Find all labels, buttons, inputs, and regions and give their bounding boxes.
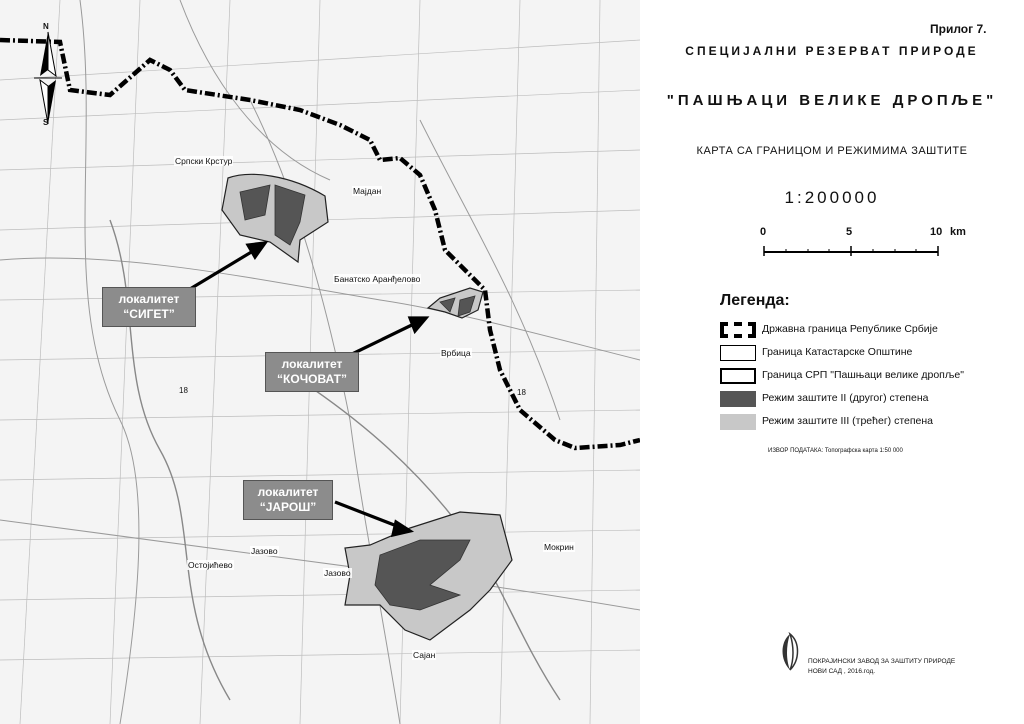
scale-label-10: 10: [930, 226, 943, 238]
institution-place-year: НОВИ САД , 2016.год.: [808, 668, 876, 675]
place-banatsko-arandjelovo: Банатско Аранђелово: [334, 274, 421, 284]
place-majdan: Мајдан: [353, 186, 382, 196]
legend-swatch-cadastral-border: [720, 345, 756, 361]
reserve-name: "ПАШЊАЦИ ВЕЛИКЕ ДРОПЉЕ": [666, 92, 998, 109]
grid-number-1: 18: [179, 386, 188, 395]
callout-siget: [102, 287, 196, 327]
place-vrbica: Врбица: [441, 348, 471, 358]
scale-label-5: 5: [846, 226, 853, 238]
callout-jarosh: [243, 480, 333, 520]
callout-kocovat-line1: локалитет: [281, 357, 343, 371]
legend-item-zone-ii: [720, 391, 1020, 409]
legend-title: Легенда:: [720, 292, 790, 309]
legend-item-state-border: [720, 322, 1020, 340]
callout-jarosh-line2: “ЈАРОШ”: [259, 500, 317, 514]
legend-item-zone-iii: [720, 414, 1020, 432]
callout-kocovat: [265, 352, 359, 392]
place-jazovo-2: Јазово: [324, 568, 351, 578]
map-scale: 1:200000: [784, 188, 880, 207]
scale-label-0: 0: [760, 226, 767, 238]
legend-label-state-border: Државна граница Републике Србије: [762, 323, 938, 335]
place-mokrin: Мокрин: [544, 542, 574, 552]
legend-item-cadastral-border: [720, 345, 1020, 363]
legend-label-zone-ii: Режим заштите II (другог) степена: [762, 392, 929, 404]
place-jazovo-1: Јазово: [251, 546, 278, 556]
legend-swatch-zone-ii: [720, 391, 756, 407]
callout-siget-line2: “СИГЕТ”: [123, 307, 175, 321]
compass-south-label: S: [43, 118, 49, 127]
institution-logo-icon: [776, 632, 804, 672]
reserve-title: СПЕЦИЈАЛНИ РЕЗЕРВАТ ПРИРОДЕ: [685, 44, 979, 58]
compass-north-label: N: [43, 22, 49, 31]
legend-label-srp-border: Граница СРП "Пашњаци велике дропље": [762, 369, 964, 381]
data-source-note: ИЗВОР ПОДАТАКА: Топографска карта 1:50 000: [768, 448, 903, 454]
institution-name: ПОКРАЈИНСКИ ЗАВОД ЗА ЗАШТИТУ ПРИРОДЕ: [808, 658, 956, 665]
legend-swatch-zone-iii: [720, 414, 756, 430]
place-srpski-krstur: Српски Крстур: [175, 156, 233, 166]
scale-label-unit: km: [950, 226, 966, 238]
place-sajan: Сајан: [413, 650, 436, 660]
callout-jarosh-line1: локалитет: [257, 485, 319, 499]
scale-bar: [760, 226, 970, 266]
legend-label-zone-iii: Режим заштите III (трећег) степена: [762, 415, 934, 427]
callout-siget-line1: локалитет: [118, 292, 180, 306]
legend-swatch-srp-border: [720, 368, 756, 384]
institution-block: [776, 632, 976, 682]
grid-number-2: 18: [517, 388, 526, 397]
place-ostojicevo: Остојићево: [188, 560, 233, 570]
north-arrow-icon: [26, 26, 70, 130]
map-subtitle: КАРТА СА ГРАНИЦОМ И РЕЖИМИМА ЗАШТИТЕ: [696, 145, 968, 157]
callout-kocovat-line2: “КОЧОВАТ”: [277, 372, 347, 386]
legend-item-srp-border: [720, 368, 1020, 386]
scale-bar-line: [760, 242, 945, 258]
legend-label-cadastral-border: Граница Катастарске Општине: [762, 346, 913, 358]
annex-label: Прилог 7.: [930, 22, 987, 36]
legend-swatch-state-border: [720, 322, 756, 338]
